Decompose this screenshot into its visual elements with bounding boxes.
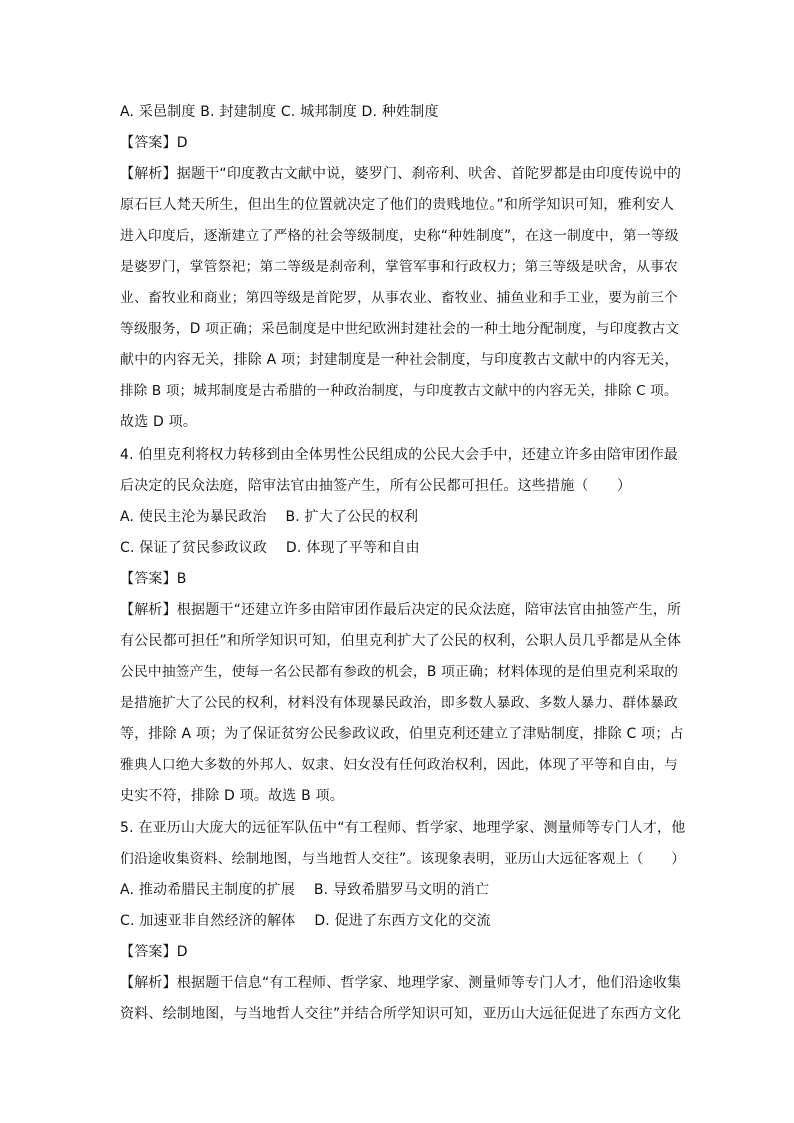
q3-options: A. 采邑制度 B. 封建制度 C. 城邦制度 D. 种姓制度 bbox=[120, 104, 439, 120]
q3-analysis-line-1: 【解析】据题干“印度教古文献中说，婆罗门、刹帝利、吠舍、首陀罗都是由印度传说中的 bbox=[120, 166, 682, 182]
q5-answer: 【答案】D bbox=[120, 944, 188, 960]
q4-analysis-line-7: 史实不符，排除 D 项。故选 B 项。 bbox=[120, 788, 344, 804]
q5-stem-line-2: 们沿途收集资料、绘制地图，与当地哲人交往”。该现象表明，亚历山大远征客观上（ ） bbox=[120, 851, 686, 867]
q3-analysis-line-2: 原石巨人梵天所生，但出生的位置就决定了他们的贵贱地位。”和所学知识可知，雅利安人 bbox=[120, 197, 675, 213]
q4-stem-line-2: 后决定的民众法庭，陪审法官由抽签产生，所有公民都可担任。这些措施（ ） bbox=[120, 478, 632, 494]
q3-analysis-line-6: 等级服务，D 项正确；采邑制度是中世纪欧洲封建社会的一种土地分配制度，与印度教古文 bbox=[120, 321, 680, 337]
q5-analysis-line-1: 【解析】根据题干信息“有工程师、哲学家、地理学家、测量师等专门人才，他们沿途收集 bbox=[120, 975, 682, 991]
q3-analysis-line-4: 是婆罗门，掌管祭祀；第二等级是刹帝利，掌管军事和行政权力；第三等级是吠舍，从事农 bbox=[120, 259, 679, 275]
q3-analysis-line-8: 排除 B 项；城邦制度是古希腊的一种政治制度，与印度教古文献中的内容无关，排除 C 项。 bbox=[120, 383, 678, 399]
q4-analysis-line-3: 公民中抽签产生，使每一名公民都有参政的机会，B 项正确；材料体现的是伯里克利采取的 bbox=[120, 664, 679, 680]
q4-answer: 【答案】B bbox=[120, 571, 187, 587]
q5-analysis-line-2: 资料、绘制地图，与当地哲人交往”并结合所学知识可知，亚历山大远征促进了东西方文化 bbox=[120, 1006, 682, 1022]
q3-answer: 【答案】D bbox=[120, 135, 188, 151]
q5-options-ab: A. 推动希腊民主制度的扩展 B. 导致希腊罗马文明的消亡 bbox=[120, 882, 490, 898]
q4-analysis-line-6: 雅典人口绝大多数的外邦人、奴隶、妇女没有任何政治权利，因此，体现了平等和自由，与 bbox=[120, 757, 679, 773]
q4-analysis-line-4: 是措施扩大了公民的权利，材料没有体现暴民政治，即多数人暴政、多数人暴力、群体暴政 bbox=[120, 695, 679, 711]
q3-analysis-line-3: 进入印度后，逐渐建立了严格的社会等级制度，史称“种姓制度”，在这一制度中，第一等级 bbox=[120, 228, 679, 244]
q4-analysis-line-2: 有公民都可担任”和所学知识可知，伯里克利扩大了公民的权利，公职人员几乎都是从全体 bbox=[120, 633, 682, 649]
q4-stem-line-1: 4. 伯里克利将权力转移到由全体男性公民组成的公民大会手中，还建立许多由陪审团作最 bbox=[120, 447, 679, 463]
q5-options-cd: C. 加速亚非自然经济的解体 D. 促进了东西方文化的交流 bbox=[120, 913, 491, 929]
q5-stem-line-1: 5. 在亚历山大庞大的远征军队伍中“有工程师、哲学家、地理学家、测量师等专门人才，他 bbox=[120, 820, 686, 836]
q4-analysis-line-1: 【解析】根据题干“还建立许多由陪审团作最后决定的民众法庭，陪审法官由抽签产生，所 bbox=[120, 602, 682, 618]
q4-analysis-line-5: 等，排除 A 项；为了保证贫穷公民参政议政，伯里克利还建立了津贴制度，排除 C 项；占 bbox=[120, 726, 684, 742]
q3-analysis-line-7: 献中的内容无关，排除 A 项；封建制度是一种社会制度，与印度教古文献中的内容无关， bbox=[120, 352, 679, 368]
q4-options-cd: C. 保证了贫民参政议政 D. 体现了平等和自由 bbox=[120, 540, 420, 556]
q4-options-ab: A. 使民主沦为暴民政治 B. 扩大了公民的权利 bbox=[120, 509, 419, 525]
q3-analysis-line-5: 业、畜牧业和商业；第四等级是首陀罗，从事农业、畜牧业、捕鱼业和手工业，要为前三个 bbox=[120, 290, 679, 306]
q3-analysis-line-9: 故选 D 项。 bbox=[120, 414, 198, 430]
